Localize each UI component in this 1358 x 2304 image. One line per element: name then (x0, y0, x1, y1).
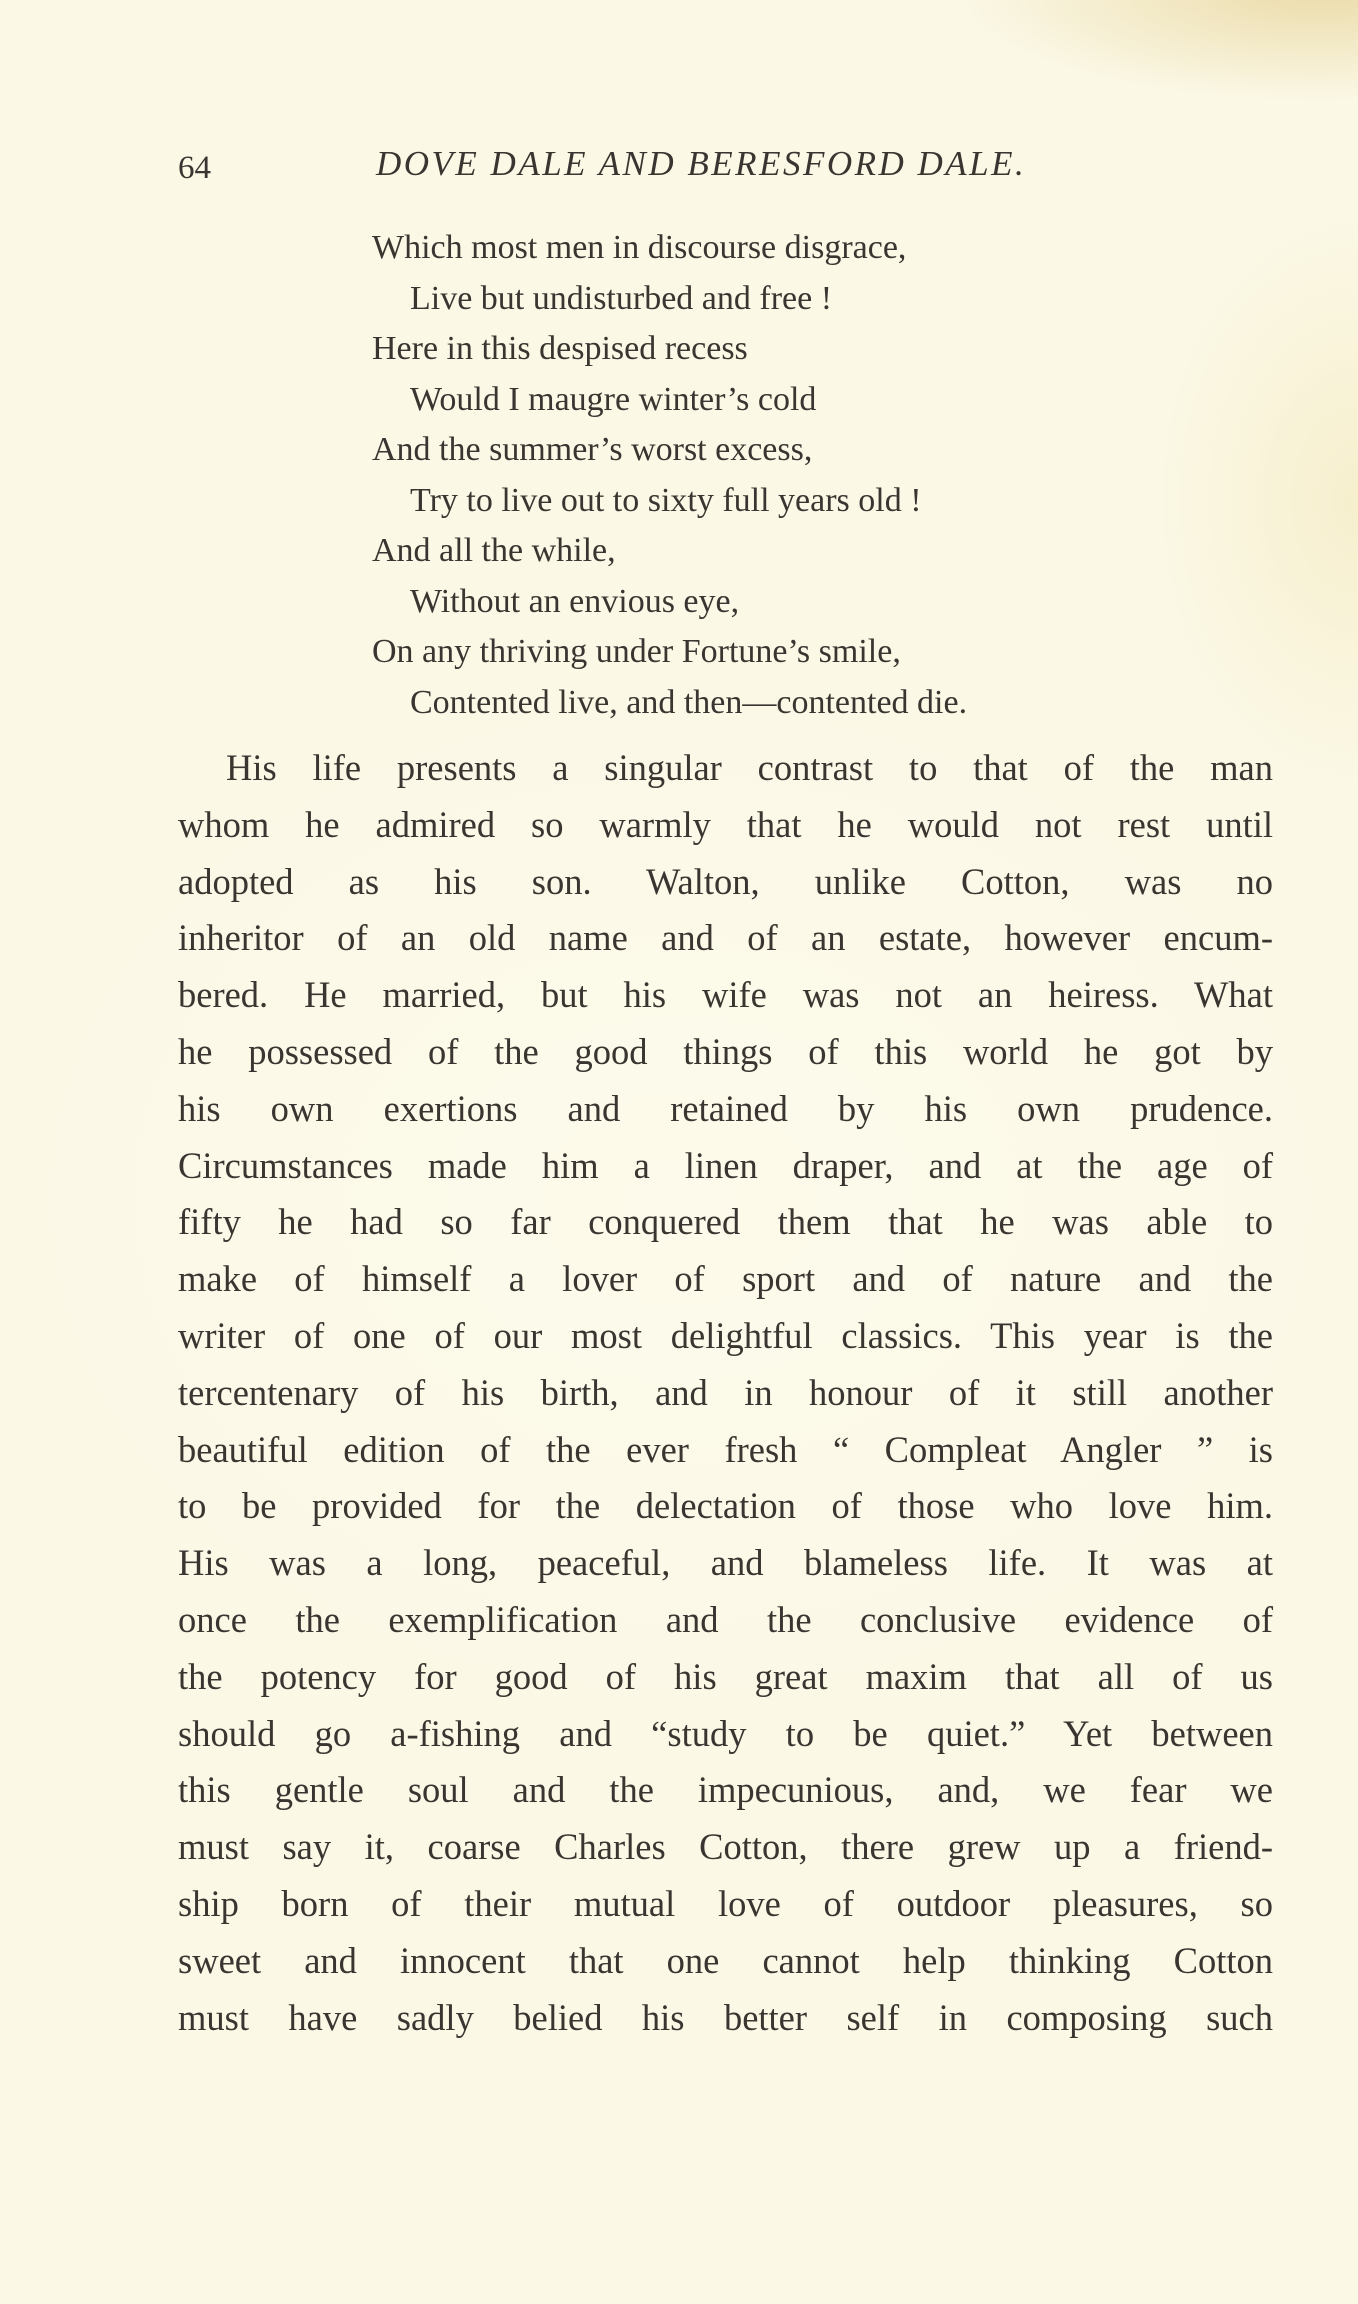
poem-line: And the summer’s worst excess, (372, 431, 813, 468)
poem-line: Live but undisturbed and free ! (410, 279, 833, 317)
prose-line: inheritor of an old name and of an estate, however encum- (178, 917, 1273, 959)
poem-line: And all the while, (372, 532, 616, 569)
prose-line: this gentle soul and the impecunious, and, we fear we (178, 1769, 1273, 1811)
prose-line: adopted as his son. Walton, unlike Cotton, was no (178, 860, 1273, 902)
prose-line: His life presents a singular contrast to that of the man (226, 747, 1273, 788)
prose-line: whom he admired so warmly that he would not rest until (178, 803, 1273, 845)
prose-line: must say it, coarse Charles Cotton, there grew up a friend- (178, 1826, 1273, 1868)
prose-line: once the exemplification and the conclusive evidence of (178, 1598, 1273, 1640)
poem-line: On any thriving under Fortune’s smile, (372, 633, 901, 670)
prose-line: sweet and innocent that one cannot help thinking Cotton (178, 1939, 1273, 1981)
poem-line: Try to live out to sixty full years old ! (410, 481, 922, 519)
page-number: 64 (178, 150, 211, 186)
prose-line: bered. He married, but his wife was not an heiress. What (178, 974, 1273, 1016)
prose-paragraph (178, 740, 1273, 2046)
prose-line: fifty he had so far conquered them that he was able to (178, 1201, 1273, 1243)
poem-line: Would I maugre winter’s cold (410, 380, 817, 418)
prose-line: his own exertions and retained by his own prudence. (178, 1087, 1273, 1129)
running-head: DOVE DALE AND BERESFORD DALE. (376, 144, 1027, 183)
prose-line: he possessed of the good things of this world he got by (178, 1030, 1273, 1072)
poem-line: Here in this despised recess (372, 330, 748, 367)
prose-line: writer of one of our most delightful classics. This year is the (178, 1314, 1273, 1356)
prose-line: Circumstances made him a linen draper, and at the age of (178, 1144, 1273, 1186)
poem-stanza (372, 223, 1272, 728)
prose-line: make of himself a lover of sport and of nature and the (178, 1258, 1273, 1300)
prose-line: must have sadly belied his better self in composing such (178, 1996, 1273, 2038)
prose-line: tercentenary of his birth, and in honour of it still another (178, 1371, 1273, 1413)
prose-line: ship born of their mutual love of outdoor pleasures, so (178, 1882, 1273, 1924)
prose-line: to be provided for the delectation of those who love him. (178, 1485, 1273, 1527)
poem-line: Which most men in discourse disgrace, (372, 229, 907, 266)
poem-line: Without an envious eye, (410, 582, 740, 620)
prose-line: His was a long, peaceful, and blameless life. It was at (178, 1542, 1273, 1584)
poem-line: Contented live, and then—contented die. (410, 683, 968, 721)
prose-line: should go a-fishing and “study to be quiet.” Yet between (178, 1712, 1273, 1754)
prose-line: the potency for good of his great maxim that all of us (178, 1655, 1273, 1697)
prose-line: beautiful edition of the ever fresh “ Compleat Angler ” is (178, 1428, 1273, 1470)
